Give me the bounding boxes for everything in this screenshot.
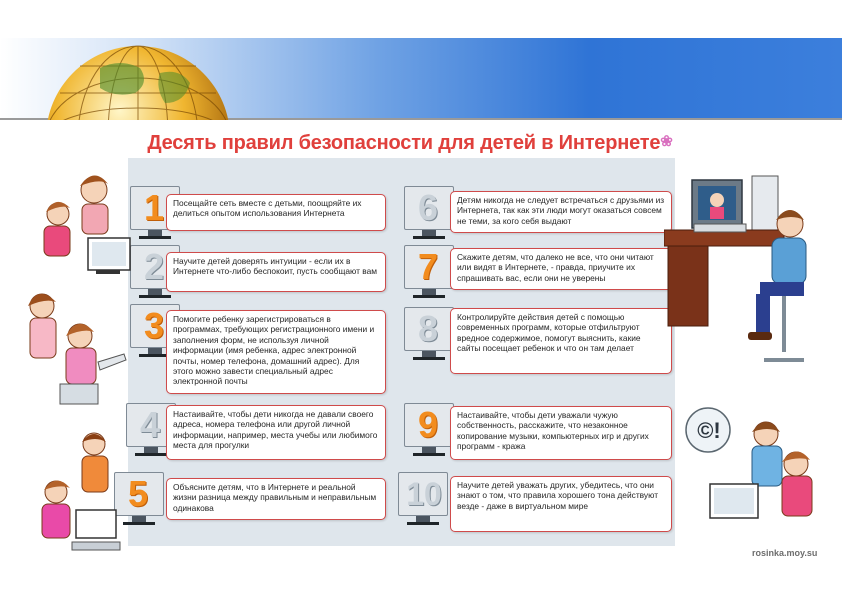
page-title-text: Десять правил безопасности для детей в Интернете xyxy=(147,132,661,154)
rule-card: Научите детей доверять интуиции - если их в Интернете что-либо беспокоит, пусть сообщают вам xyxy=(166,252,386,292)
globe-icon xyxy=(40,38,230,120)
rule-card: Скажите детям, что далеко не все, что они читают или видят в Интернете, - правда, приучите их спрашивать вас, если они не уверены xyxy=(450,248,672,290)
rule-number: 5 xyxy=(127,473,149,514)
rule-card: Помогите ребенку зарегистрироваться в программах, требующих регистрационного имени и заполнения форм, не используя личной информации (имя ребенка, адрес электронной почты, номер телефона, домашний адрес). Для этого можно завести специальный адрес электронной почты xyxy=(166,310,386,394)
rule-card: Объясните детям, что в Интернете и реальной жизни разница между правильным и неправильным одинакова xyxy=(166,478,386,520)
copyright-sign: ©! xyxy=(697,418,721,443)
rule-card: Посещайте сеть вместе с детьми, поощряйте их делиться опытом использования Интернета xyxy=(166,194,386,231)
rule-number: 9 xyxy=(417,404,439,445)
girls-illustration xyxy=(20,288,128,423)
rule-number: 1 xyxy=(143,187,165,228)
rule-card: Контролируйте действия детей с помощью современных программ, которые отфильтруют вредное содержимое, помогут выяснить, какие сайты посещает ребенок и что он там делает xyxy=(450,308,672,374)
rule-card: Настаивайте, чтобы дети уважали чужую собственность, расскажите, что незаконное копирование музыки, компьютерных игр и других программ - кража xyxy=(450,406,672,460)
rule-number: 6 xyxy=(417,187,439,228)
rule-number: 10 xyxy=(406,476,442,512)
page-title xyxy=(130,132,690,155)
watermark-url: rosinka.moy.su xyxy=(752,548,818,558)
rule-number: 7 xyxy=(417,246,439,287)
flower-icon: ❀ xyxy=(660,133,673,150)
rule-card: Настаивайте, чтобы дети никогда не давали своего адреса, номера телефона или другой личной информации, например, места учебы или любимого места для прогулки xyxy=(166,405,386,460)
rule-number: 4 xyxy=(139,404,161,445)
rule-card: Научите детей уважать других, убедитесь, что они знают о том, что правила хорошего тона действуют везде - даже в виртуальном мире xyxy=(450,476,672,532)
rule-card: Детям никогда не следует встречаться с друзьями из Интернета, так как эти люди могут оказаться совсем не теми, за кого себя выдают xyxy=(450,191,672,233)
rule-number: 3 xyxy=(143,305,165,346)
boy-at-desk-illustration xyxy=(664,172,814,387)
rule-number: 2 xyxy=(143,246,165,287)
rule-number: 8 xyxy=(417,308,439,349)
boy-girl-illustration xyxy=(32,430,128,565)
kids-computer-illustration xyxy=(30,172,134,289)
